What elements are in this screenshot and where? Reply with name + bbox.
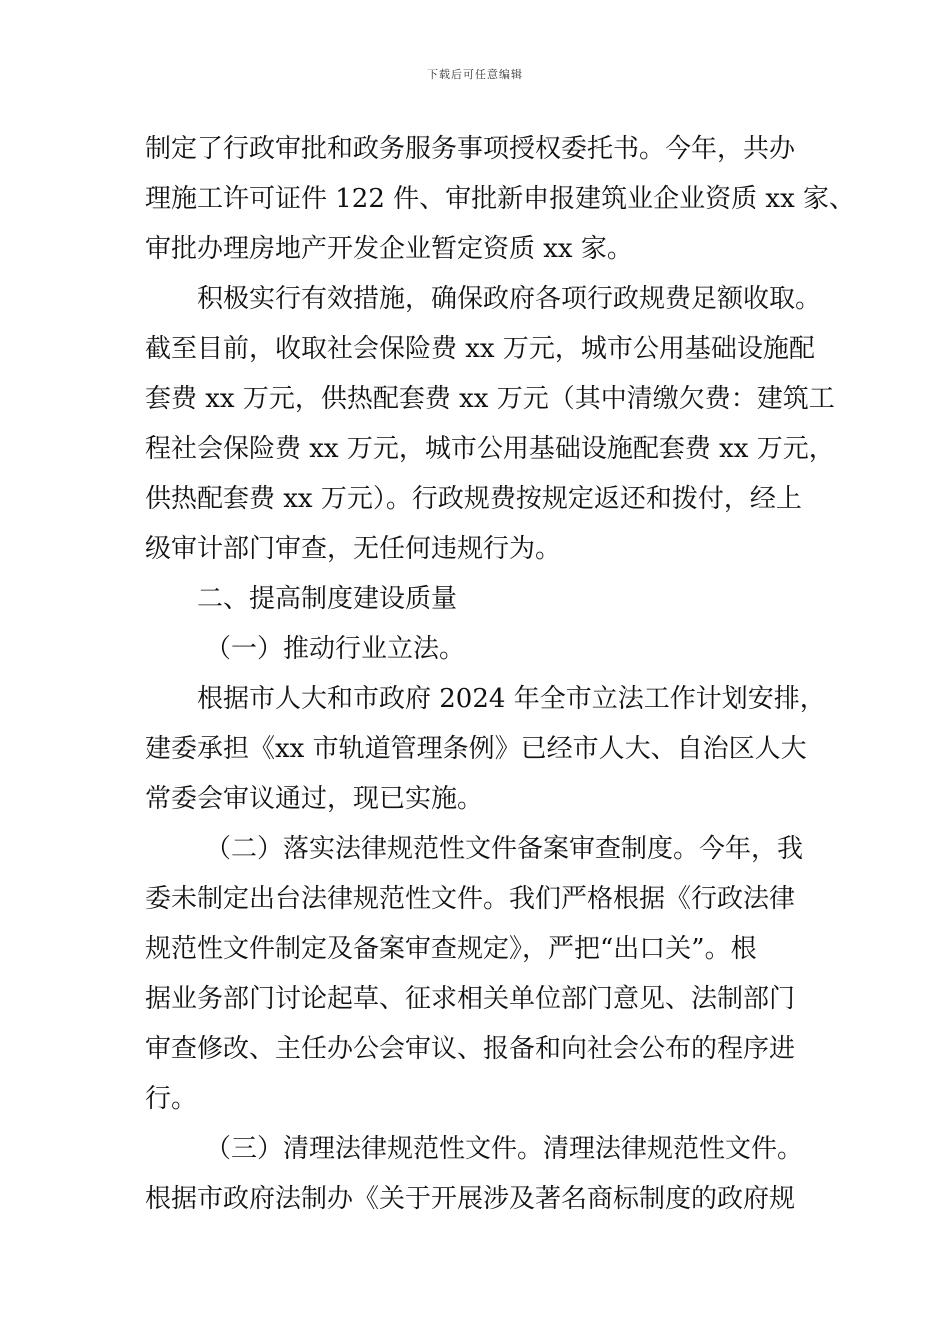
section-heading: 二、提高制度建设质量	[197, 584, 458, 614]
text-line: 程社会保险费 xx 万元，城市公用基础设施配套费 xx 万元，	[145, 434, 835, 464]
text-line: 级审计部门审查，无任何违规行为。	[145, 534, 562, 564]
paragraph-start-line: （三）清理法律规范性文件。清理法律规范性文件。	[205, 1134, 804, 1164]
text-line: 套费 xx 万元，供热配套费 xx 万元（其中清缴欠费：建筑工	[145, 384, 835, 414]
text-line: 据业务部门讨论起草、征求相关单位部门意见、法制部门	[145, 984, 796, 1014]
text-line: 行。	[145, 1084, 198, 1114]
paragraph-start-line: （二）落实法律规范性文件备案审查制度。今年，我	[205, 834, 804, 864]
text-line: 建委承担《xx 市轨道管理条例》已经市人大、自治区人大	[145, 734, 807, 764]
text-line: 根据市政府法制办《关于开展涉及著名商标制度的政府规	[145, 1184, 796, 1214]
text-line: 审查修改、主任办公会审议、报备和向社会公布的程序进	[145, 1034, 796, 1064]
text-line: 理施工许可证件 122 件、审批新申报建筑业企业资质 xx 家、	[145, 184, 856, 214]
subsection-heading: （一）推动行业立法。	[205, 634, 466, 664]
text-line: 制定了行政审批和政务服务事项授权委托书。今年，共办	[145, 134, 796, 164]
header-note: 下载后可任意编辑	[427, 68, 523, 81]
paragraph-start-line: 积极实行有效措施，确保政府各项行政规费足额收取。	[197, 284, 822, 314]
paragraph-start-line: 根据市人大和市政府 2024 年全市立法工作计划安排，	[197, 684, 826, 714]
document-body	[145, 124, 856, 1224]
text-line: 委未制定出台法律规范性文件。我们严格根据《行政法律	[145, 884, 796, 914]
text-line: 常委会审议通过，现已实施。	[145, 784, 484, 814]
text-line: 审批办理房地产开发企业暂定资质 xx 家。	[145, 234, 633, 264]
text-line: 截至目前，收取社会保险费 xx 万元，城市公用基础设施配	[145, 334, 815, 364]
text-line: 规范性文件制定及备案审查规定》，严把“出口关”。根	[145, 934, 757, 964]
text-line: 供热配套费 xx 万元）。行政规费按规定返还和拨付，经上	[145, 484, 802, 514]
